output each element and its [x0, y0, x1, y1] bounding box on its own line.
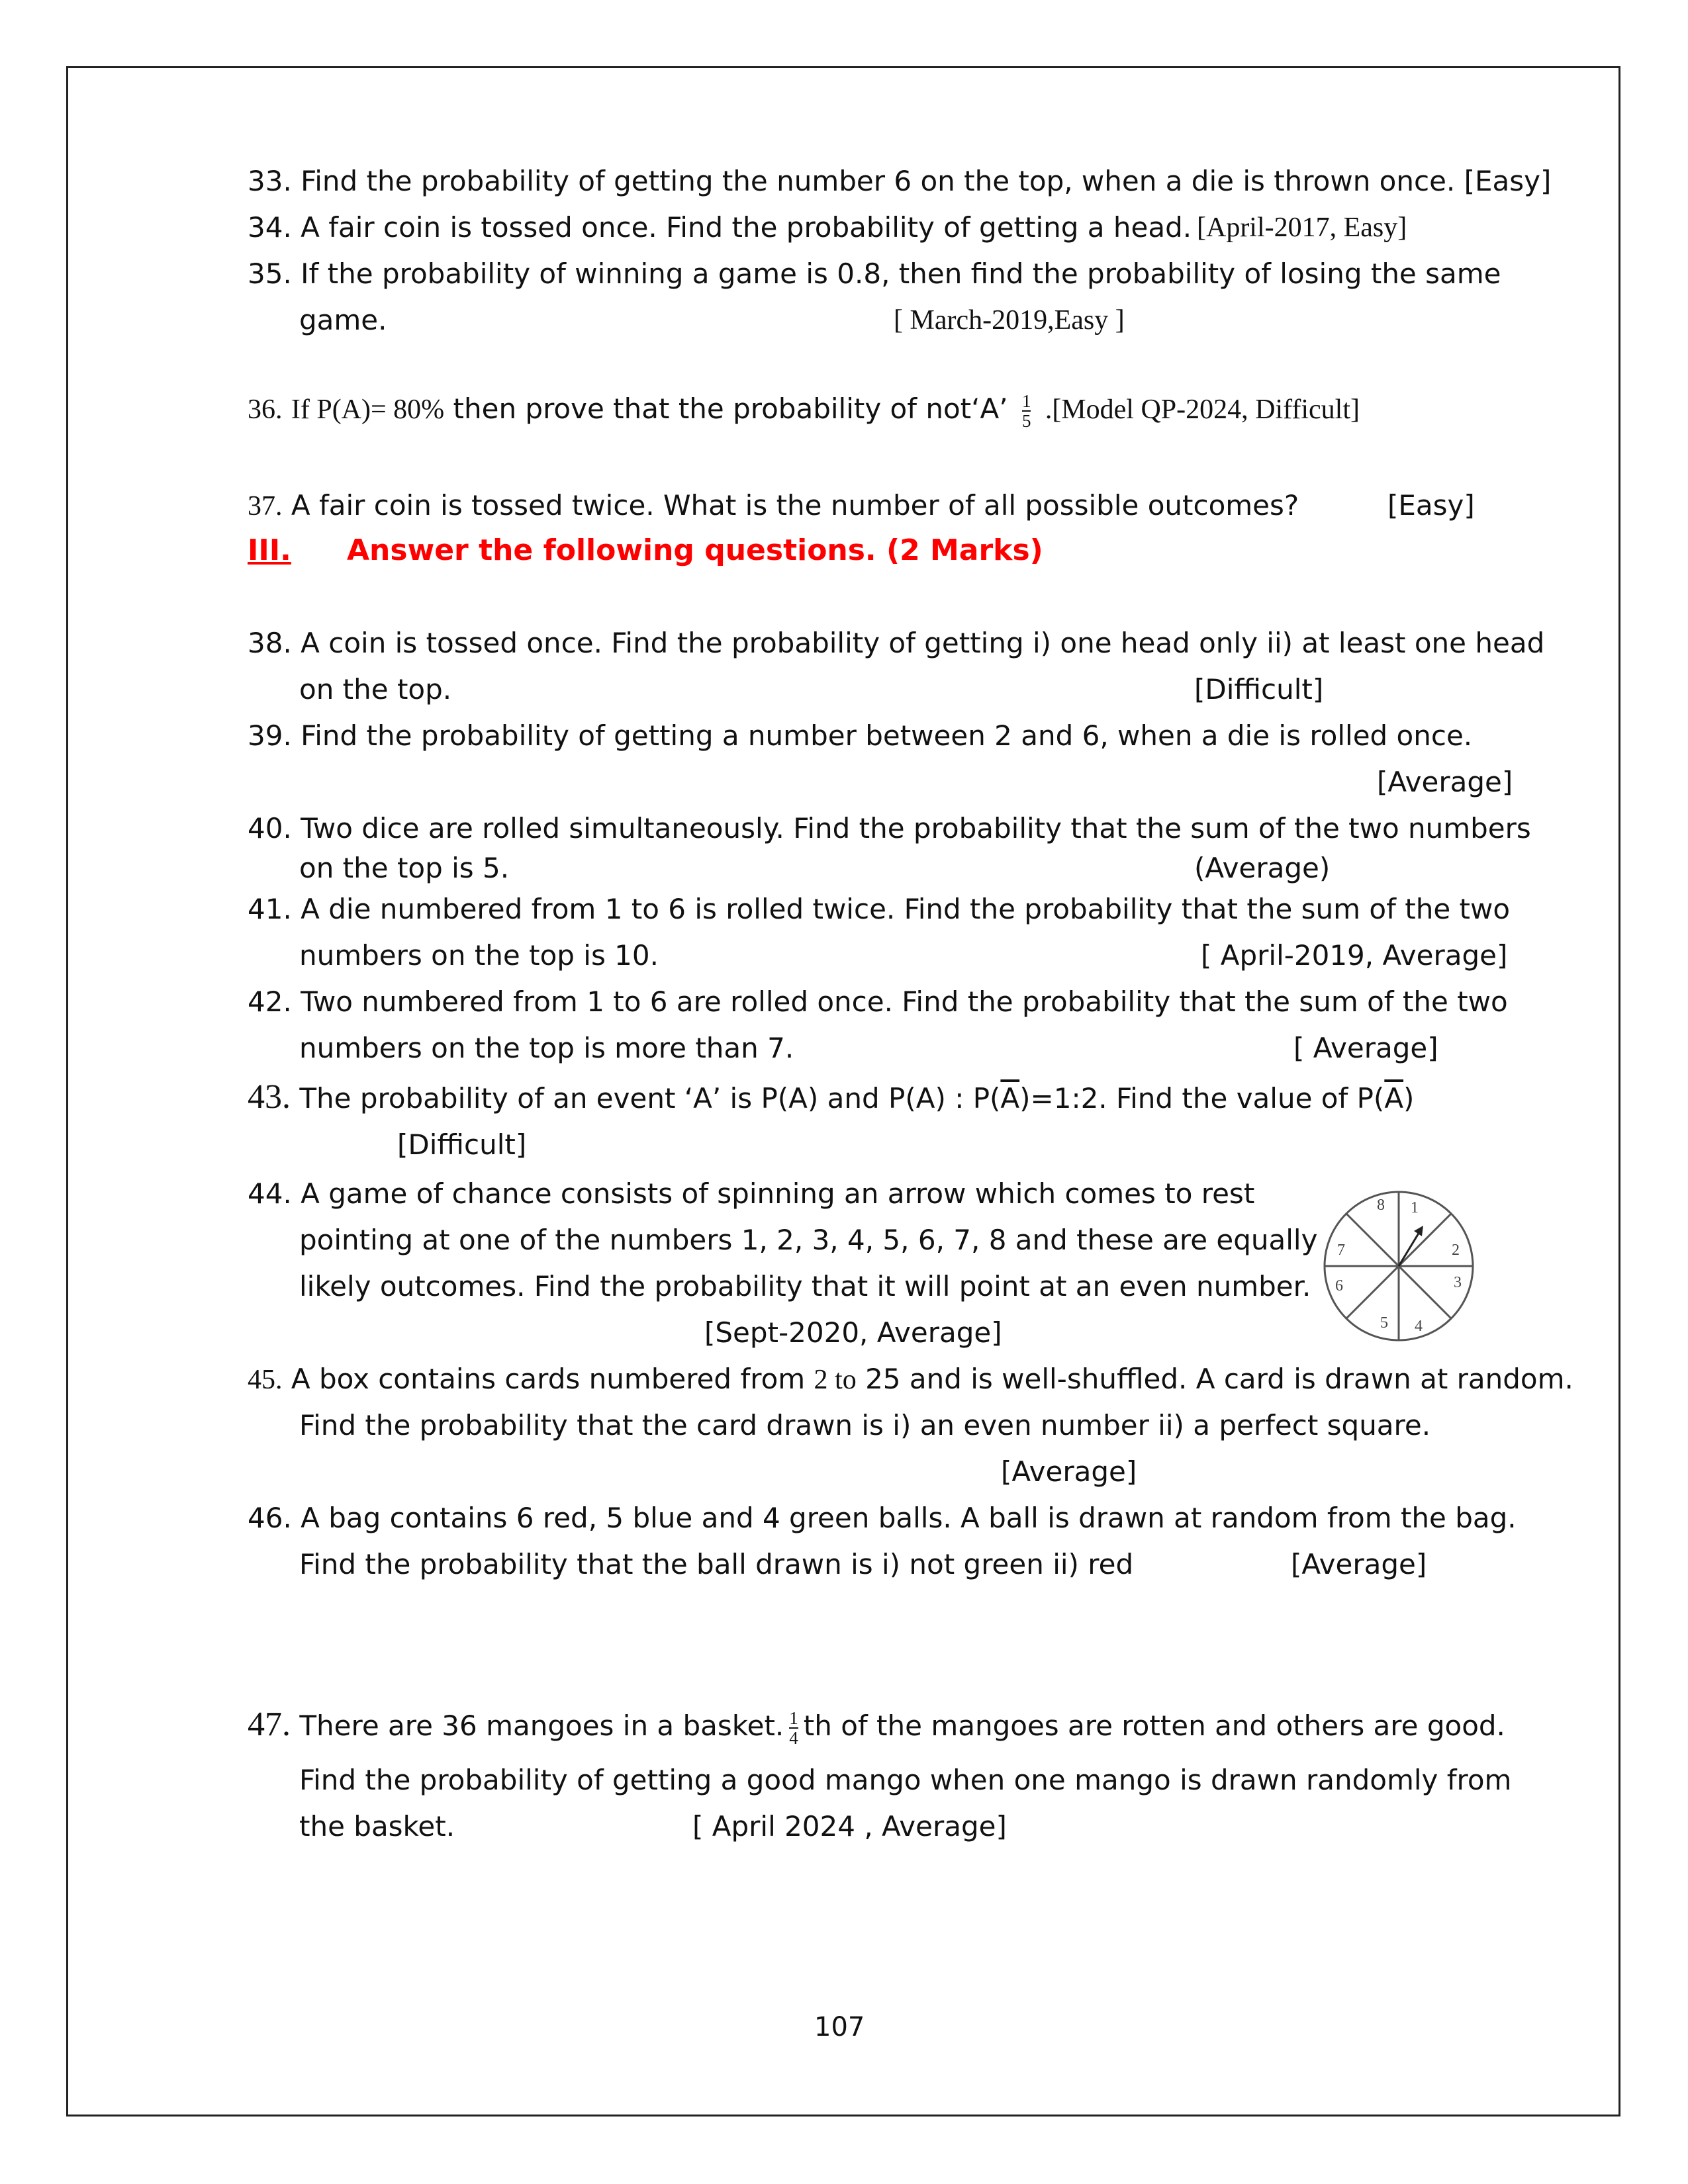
spinner-label-8: 8 [1377, 1197, 1385, 1214]
question-number: 34. [248, 211, 292, 244]
question-text: A fair coin is tossed twice. What is the number of all possible outcomes? [291, 489, 1299, 522]
page-number: 107 [814, 2012, 865, 2042]
question-text: There are 36 mangoes in a basket. [299, 1709, 784, 1742]
question-text-serif: 2 to [814, 1365, 857, 1395]
question-35-tag: [ March-2019,Easy ] [894, 305, 1125, 336]
fraction-one-fifth [1022, 392, 1031, 430]
question-44-continued-2: likely outcomes. Find the probability that it will point at an even number. [299, 1270, 1311, 1302]
question-42 [248, 983, 1508, 1021]
question-text: A box contains cards numbered from [291, 1363, 806, 1395]
section-heading: Answer the following questions. (2 Marks) [347, 533, 1043, 567]
fraction-numerator: 1 [1021, 390, 1031, 411]
spinner-label-1: 1 [1411, 1199, 1419, 1216]
question-44 [248, 1175, 1254, 1212]
spinner-label-5: 5 [1380, 1314, 1388, 1332]
question-40 [248, 810, 1531, 847]
question-text: th of the mangoes are rotten and others are good. [803, 1709, 1505, 1742]
spinner-label-7: 7 [1337, 1242, 1345, 1259]
fraction-denominator: 5 [1021, 410, 1031, 431]
fraction-denominator: 4 [789, 1727, 798, 1748]
question-text: ) [1403, 1082, 1415, 1115]
question-36 [248, 390, 1360, 430]
question-text: If the probability of winning a game is 0.8, then find the probability of losing the same [301, 257, 1501, 290]
question-number: 35. [248, 257, 292, 290]
question-number: 42. [248, 985, 292, 1018]
question-text: Find the probability of getting the number 6 on the top, when a die is thrown once. [Easy] [301, 165, 1552, 197]
question-text: 25 and is well-shuffled. A card is drawn at random. [865, 1363, 1573, 1395]
question-text: The probability of an event ‘A’ is P(A) and P(A) : P( [299, 1082, 1001, 1115]
question-text: A game of chance consists of spinning an arrow which comes to rest [301, 1177, 1255, 1210]
question-text: Find the probability of getting a number between 2 and 6, when a die is rolled once. [301, 719, 1473, 752]
question-number: 44. [248, 1177, 292, 1210]
question-text: A die numbered from 1 to 6 is rolled twice. Find the probability that the sum of the two [301, 893, 1511, 925]
question-text: A coin is tossed once. Find the probability of getting i) one head only ii) at least one head [301, 627, 1545, 659]
question-41-continued: numbers on the top is 10. [299, 939, 659, 972]
question-42-continued: numbers on the top is more than 7. [299, 1032, 794, 1064]
question-44-tag: [Sept-2020, Average] [704, 1316, 1002, 1349]
complement-a: $\overline{A}$ [1384, 1082, 1404, 1115]
question-43-tag: [Difficult] [397, 1128, 527, 1161]
question-46-continued: Find the probability that the ball drawn is i) not green ii) red [299, 1548, 1134, 1580]
question-45 [248, 1361, 1573, 1398]
question-41 [248, 891, 1510, 928]
spinner-diagram [1319, 1186, 1479, 1346]
question-37 [248, 487, 1299, 525]
question-number: 39. [248, 719, 292, 752]
question-34 [248, 209, 1192, 246]
question-text: then prove that the probability of not‘A’ [453, 392, 1008, 425]
question-47-continued-2: the basket. [299, 1810, 455, 1843]
question-text: Two dice are rolled simultaneously. Find the probability that the sum of the two numbers [301, 812, 1531, 844]
question-number: 36. [248, 394, 283, 425]
question-35-continued: game. [299, 304, 387, 336]
question-number: 40. [248, 812, 292, 844]
question-33 [248, 163, 1551, 200]
spinner-label-2: 2 [1452, 1242, 1460, 1259]
section-roman: III. [248, 533, 291, 567]
question-35 [248, 255, 1501, 293]
question-45-tag: [Average] [1001, 1455, 1137, 1488]
question-number: 43. [248, 1078, 291, 1116]
question-prefix: If P(A)= 80% [291, 394, 445, 425]
spinner-label-4: 4 [1415, 1318, 1423, 1335]
question-43 [248, 1079, 1414, 1117]
question-40-tag: (Average) [1194, 852, 1331, 884]
question-46-tag: [Average] [1291, 1548, 1427, 1580]
question-number: 33. [248, 165, 292, 197]
question-number: 47. [248, 1706, 291, 1743]
question-39-tag: [Average] [1377, 766, 1513, 798]
question-tag: .[Model QP-2024, Difficult] [1045, 394, 1360, 425]
question-text: Two numbered from 1 to 6 are rolled once. Find the probability that the sum of the two [301, 985, 1508, 1018]
question-text: )=1:2. Find the value of P( [1019, 1082, 1385, 1115]
spinner-label-6: 6 [1335, 1277, 1343, 1295]
question-39 [248, 717, 1472, 754]
question-number: 41. [248, 893, 292, 925]
question-number: 37. [248, 491, 283, 522]
question-45-continued: Find the probability that the card drawn is i) an even number ii) a perfect square. [299, 1409, 1431, 1441]
fraction-one-fourth [789, 1709, 798, 1747]
question-47-tag: [ April 2024 , Average] [692, 1810, 1007, 1843]
question-47 [248, 1706, 1505, 1747]
spinner-label-3: 3 [1454, 1274, 1462, 1291]
question-42-tag: [ Average] [1293, 1032, 1438, 1064]
question-47-continued: Find the probability of getting a good mango when one mango is drawn randomly from [299, 1764, 1512, 1796]
question-38-continued: on the top. [299, 673, 452, 705]
complement-a: $\overline{A}$ [1000, 1082, 1020, 1115]
question-46 [248, 1500, 1517, 1537]
question-38 [248, 625, 1544, 662]
question-38-tag: [Difficult] [1194, 673, 1324, 705]
question-40-continued: on the top is 5. [299, 852, 510, 884]
fraction-numerator: 1 [789, 1707, 798, 1728]
question-number: 45. [248, 1365, 283, 1395]
question-number: 38. [248, 627, 292, 659]
question-text: A bag contains 6 red, 5 blue and 4 green balls. A ball is drawn at random from the bag. [301, 1502, 1517, 1534]
question-37-tag: [Easy] [1387, 489, 1475, 522]
question-text: A fair coin is tossed once. Find the probability of getting a head. [301, 211, 1192, 244]
question-number: 46. [248, 1502, 292, 1534]
question-41-tag: [ April-2019, Average] [1201, 939, 1508, 972]
question-44-continued: pointing at one of the numbers 1, 2, 3, 4, 5, 6, 7, 8 and these are equally [299, 1224, 1318, 1256]
question-34-tag: [April-2017, Easy] [1197, 212, 1407, 243]
